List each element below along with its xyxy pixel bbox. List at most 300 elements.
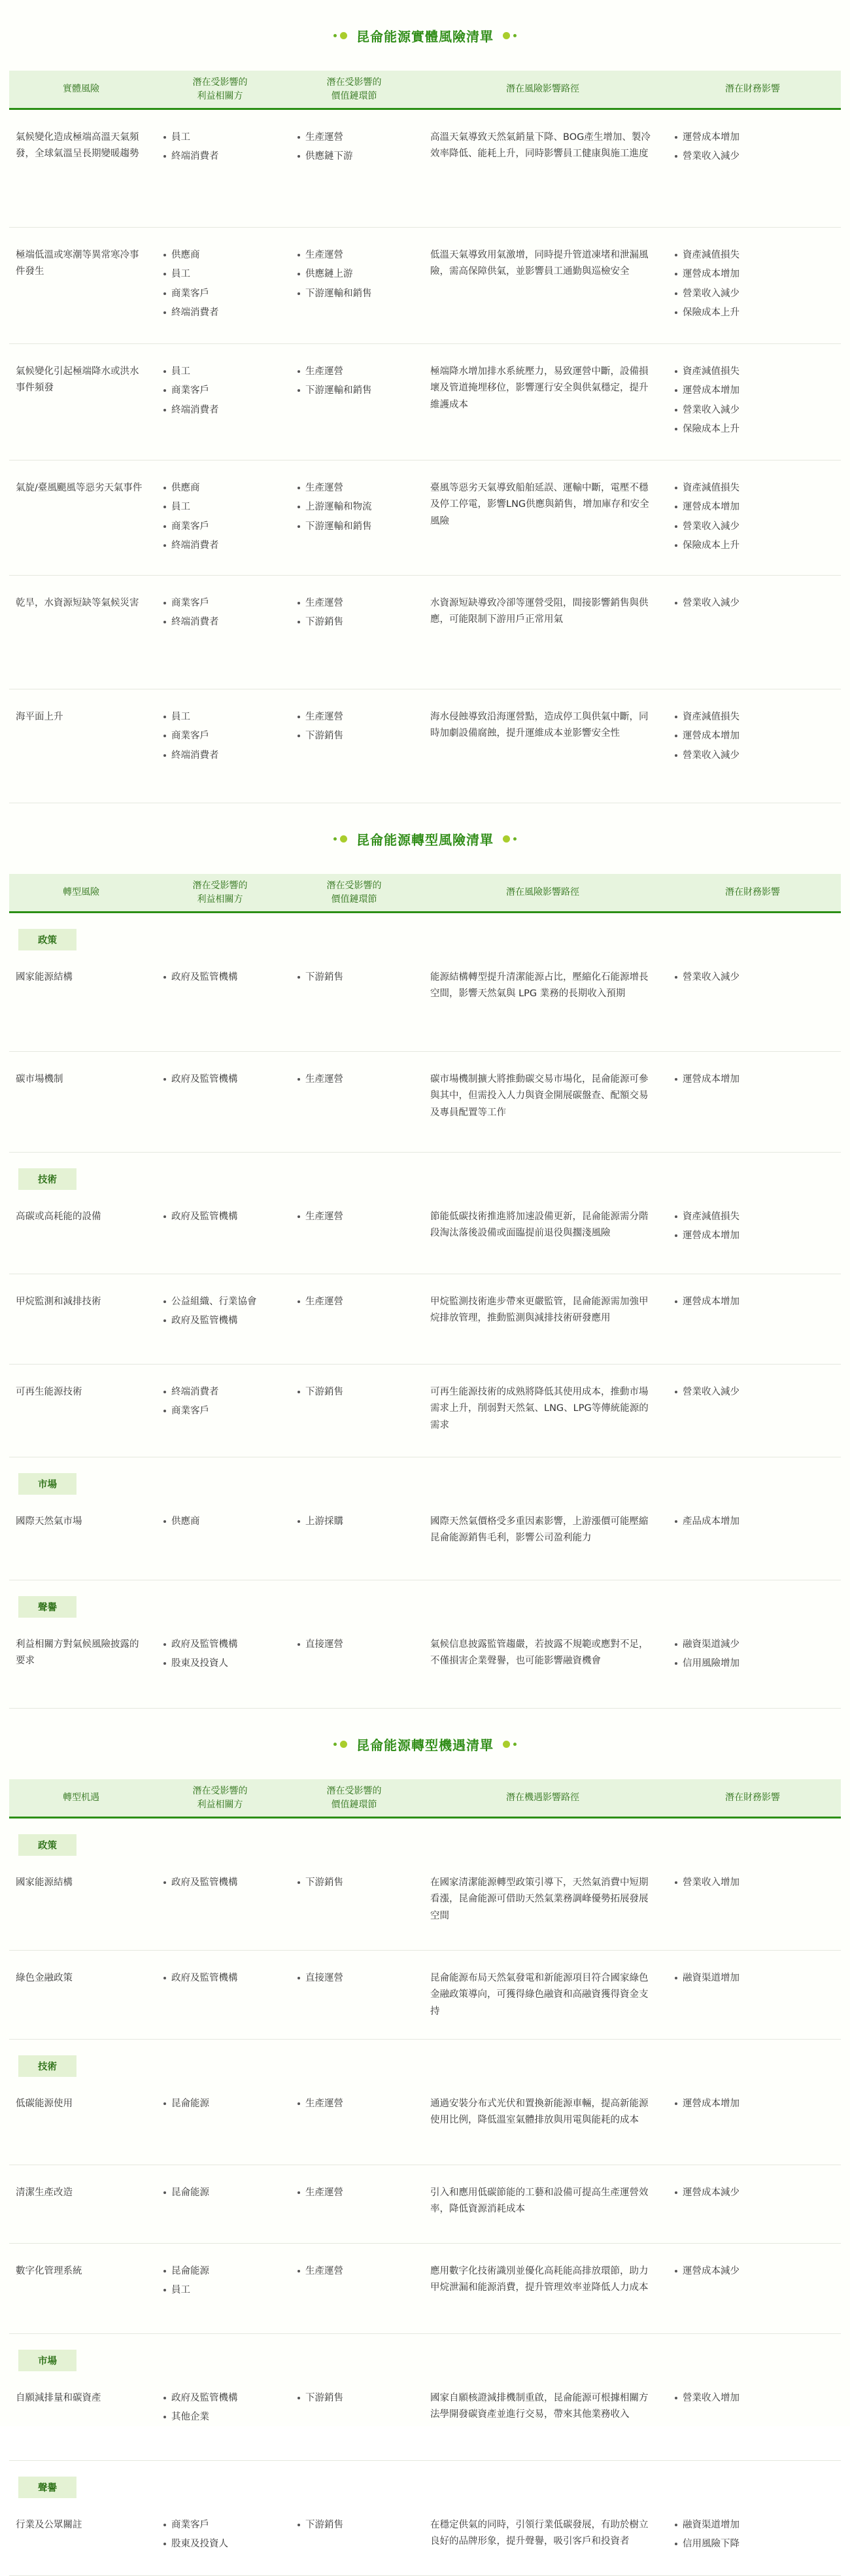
title-decoration-right xyxy=(503,1741,517,1748)
stakeholders xyxy=(153,1637,287,1708)
table-row xyxy=(9,344,841,461)
list-item: 下游運輸和銷售 xyxy=(296,519,412,535)
table-row xyxy=(9,110,841,228)
list-item: 商業客戶 xyxy=(162,595,278,612)
value-chain xyxy=(287,2263,421,2333)
financial-impact xyxy=(664,969,841,1051)
list-item: 員工 xyxy=(162,499,278,515)
financial-impact xyxy=(664,1209,841,1274)
value-chain-list xyxy=(296,1637,412,1653)
list-item: 資產減值損失 xyxy=(673,247,832,264)
value-chain-list xyxy=(296,1875,412,1891)
list-item: 下游銷售 xyxy=(296,2390,412,2407)
value-chain-list xyxy=(296,969,412,986)
list-item: 股東及投資人 xyxy=(162,1656,278,1672)
list-item: 下游銷售 xyxy=(296,728,412,744)
list-item: 員工 xyxy=(162,130,278,146)
list-item: 公益組織、行業協會 xyxy=(162,1294,278,1310)
risk-name: 氣旋/臺風颶風等惡劣天氣事件 xyxy=(16,483,143,493)
title-decoration-left xyxy=(333,32,347,39)
section-2 xyxy=(9,803,841,1709)
stakeholders-list xyxy=(162,969,278,986)
list-item: 運營成本減少 xyxy=(673,2263,832,2280)
value-chain-list xyxy=(296,1071,412,1088)
financial-impact-list xyxy=(673,2096,832,2112)
stakeholders-list xyxy=(162,2390,278,2426)
header-cell-4: 潛在風險影響路徑 xyxy=(506,887,579,898)
value-chain xyxy=(287,1970,421,2039)
value-chain-list xyxy=(296,2390,412,2407)
list-item: 生產運營 xyxy=(296,247,412,264)
value-chain-list xyxy=(296,2096,412,2112)
list-item: 員工 xyxy=(162,2282,278,2299)
financial-impact-list xyxy=(673,364,832,438)
list-item: 政府及監管機構 xyxy=(162,2390,278,2407)
value-chain-list xyxy=(296,130,412,165)
list-item: 運營成本增加 xyxy=(673,266,832,283)
list-item: 生產運營 xyxy=(296,1071,412,1088)
list-item: 終端消費者 xyxy=(162,614,278,631)
stakeholders xyxy=(153,364,287,460)
list-item: 生產運營 xyxy=(296,2185,412,2201)
financial-impact xyxy=(664,1071,841,1152)
category-label: 市場 xyxy=(18,2350,76,2371)
list-item: 供應商 xyxy=(162,1514,278,1530)
list-item: 政府及監管機構 xyxy=(162,1313,278,1329)
impact-path: 國家自願核證減排機制重啟，昆侖能源可根據相關方法學開發碳資產並進行交易，帶來其他業務收入 xyxy=(430,2393,649,2420)
list-item: 融資渠道減少 xyxy=(673,1637,832,1653)
value-chain-list xyxy=(296,2185,412,2201)
stakeholders-list xyxy=(162,364,278,419)
value-chain xyxy=(287,709,421,803)
value-chain-list xyxy=(296,595,412,631)
risk-name: 清潔生產改造 xyxy=(16,2187,73,2198)
list-item: 下游運輸和銷售 xyxy=(296,286,412,302)
stakeholders-list xyxy=(162,130,278,165)
title-decoration-right xyxy=(503,32,517,39)
stakeholders xyxy=(153,1209,287,1274)
value-chain-list xyxy=(296,247,412,302)
table-header xyxy=(9,1779,841,1819)
list-item: 政府及監管機構 xyxy=(162,1209,278,1225)
risk-name: 氣候變化引起極端降水或洪水事件頻發 xyxy=(16,366,139,394)
category-label: 聲譽 xyxy=(18,1596,76,1618)
table-row xyxy=(9,2165,841,2244)
risk-name: 可再生能源技術 xyxy=(16,1387,82,1397)
value-chain xyxy=(287,2517,421,2575)
impact-path: 低溫天氣導致用氣激增，同時提升管道凍堵和泄漏風險，需高保障供氣，並影響員工通勤與巡檢安全 xyxy=(430,250,649,277)
stakeholders xyxy=(153,1514,287,1580)
financial-impact xyxy=(664,480,841,575)
impact-path: 極端降水增加排水系統壓力，易致運營中斷，設備損壞及管道掩埋移位，影響運行安全與供氣穩定，提升維護成本 xyxy=(430,366,649,410)
stakeholders-list xyxy=(162,1637,278,1673)
stakeholders xyxy=(153,1071,287,1152)
table-row xyxy=(9,1365,841,1457)
list-item: 員工 xyxy=(162,709,278,725)
list-item: 昆侖能源 xyxy=(162,2185,278,2201)
value-chain xyxy=(287,2390,421,2460)
header-cell-2: 潛在受影響的 利益相關方 xyxy=(192,1786,248,1810)
stakeholders-list xyxy=(162,595,278,631)
list-item: 運營成本減少 xyxy=(673,2185,832,2201)
stakeholders-list xyxy=(162,2517,278,2553)
impact-path: 在國家清潔能源轉型政策引導下，天然氣消費中短期看漲，昆侖能源可借助天然氣業務調峰優勢拓展發展空間 xyxy=(430,1877,649,1921)
financial-impact-list xyxy=(673,1294,832,1310)
category-label: 技術 xyxy=(18,1168,76,1190)
value-chain xyxy=(287,2096,421,2165)
value-chain xyxy=(287,1637,421,1708)
category-row xyxy=(9,1457,841,1494)
list-item: 商業客戶 xyxy=(162,1403,278,1419)
list-item: 生產運營 xyxy=(296,595,412,612)
risk-name: 碳市場機制 xyxy=(16,1074,63,1085)
list-item: 下游銷售 xyxy=(296,614,412,631)
list-item: 營業收入增加 xyxy=(673,2390,832,2407)
financial-impact xyxy=(664,2263,841,2333)
list-item: 政府及監管機構 xyxy=(162,969,278,986)
stakeholders-list xyxy=(162,247,278,322)
table-row xyxy=(9,1052,841,1153)
risk-name: 國際天然氣市場 xyxy=(16,1516,82,1527)
table-row xyxy=(9,2076,841,2165)
list-item: 供應商 xyxy=(162,480,278,496)
risk-name: 氣候變化造成極端高溫天氣頻發，全球氣溫呈長期變暖趨勢 xyxy=(16,132,139,160)
stakeholders-list xyxy=(162,1209,278,1225)
value-chain xyxy=(287,1294,421,1364)
stakeholders xyxy=(153,2517,287,2575)
value-chain-list xyxy=(296,364,412,400)
list-item: 下游銷售 xyxy=(296,1384,412,1401)
stakeholders xyxy=(153,2263,287,2333)
financial-impact-list xyxy=(673,595,832,612)
list-item: 保險成本上升 xyxy=(673,421,832,438)
impact-path: 能源結構轉型提升清潔能源占比，壓縮化石能源增長空間，影響天然氣與 LPG 業務的長期收入預期 xyxy=(430,972,649,1000)
table-row xyxy=(9,950,841,1052)
list-item: 供應商 xyxy=(162,247,278,264)
section-title-bar xyxy=(9,803,841,874)
list-item: 下游銷售 xyxy=(296,2517,412,2533)
list-item: 終端消費者 xyxy=(162,538,278,554)
table-row xyxy=(9,461,841,576)
list-item: 保險成本上升 xyxy=(673,305,832,321)
value-chain-list xyxy=(296,1209,412,1225)
category-row xyxy=(9,2334,841,2371)
financial-impact-list xyxy=(673,130,832,165)
impact-path: 國際天然氣價格受多重因素影響，上游漲價可能壓縮昆侖能源銷售毛利，影響公司盈利能力 xyxy=(430,1516,649,1544)
list-item: 員工 xyxy=(162,266,278,283)
header-cell-4: 潛在機遇影響路徑 xyxy=(506,1792,579,1803)
financial-impact xyxy=(664,247,841,343)
table-row xyxy=(9,1617,841,1709)
financial-impact-list xyxy=(673,247,832,322)
table-header xyxy=(9,874,841,913)
financial-impact xyxy=(664,1875,841,1950)
list-item: 商業客戶 xyxy=(162,383,278,399)
risk-name: 高碳或高耗能的設備 xyxy=(16,1211,101,1222)
header-cell-2: 潛在受影響的 利益相關方 xyxy=(192,880,248,905)
financial-impact xyxy=(664,364,841,460)
financial-impact-list xyxy=(673,2185,832,2201)
list-item: 產品成本增加 xyxy=(673,1514,832,1530)
list-item: 生產運營 xyxy=(296,130,412,146)
list-item: 運營成本增加 xyxy=(673,383,832,399)
stakeholders-list xyxy=(162,1970,278,1987)
list-item: 商業客戶 xyxy=(162,728,278,744)
list-item: 政府及監管機構 xyxy=(162,1637,278,1653)
list-item: 供應鏈上游 xyxy=(296,266,412,283)
financial-impact xyxy=(664,2185,841,2243)
impact-path: 應用數字化技術識別並優化高耗能高排放環節，助力甲烷泄漏和能源消費，提升管理效率並降低人力成本 xyxy=(430,2266,649,2293)
value-chain-list xyxy=(296,709,412,745)
stakeholders-list xyxy=(162,2096,278,2112)
stakeholders xyxy=(153,2096,287,2165)
list-item: 生產運營 xyxy=(296,1209,412,1225)
list-item: 營業收入減少 xyxy=(673,519,832,535)
stakeholders xyxy=(153,595,287,689)
list-item: 運營成本增加 xyxy=(673,1294,832,1310)
list-item: 保險成本上升 xyxy=(673,538,832,554)
risk-name: 低碳能源使用 xyxy=(16,2098,73,2109)
list-item: 生產運營 xyxy=(296,480,412,496)
list-item: 資產減值損失 xyxy=(673,1209,832,1225)
value-chain-list xyxy=(296,1294,412,1310)
header-cell-1: 轉型机遇 xyxy=(63,1792,99,1803)
list-item: 員工 xyxy=(162,364,278,380)
list-item: 營業收入減少 xyxy=(673,286,832,302)
list-item: 運營成本增加 xyxy=(673,499,832,515)
value-chain-list xyxy=(296,480,412,535)
list-item: 資產減值損失 xyxy=(673,364,832,380)
list-item: 股東及投資人 xyxy=(162,2536,278,2552)
financial-impact xyxy=(664,2096,841,2165)
list-item: 營業收入減少 xyxy=(673,595,832,612)
financial-impact-list xyxy=(673,2390,832,2407)
stakeholders-list xyxy=(162,1071,278,1088)
list-item: 運營成本增加 xyxy=(673,728,832,744)
value-chain xyxy=(287,1384,421,1457)
list-item: 融資渠道增加 xyxy=(673,2517,832,2533)
risk-name: 國家能源結構 xyxy=(16,1877,73,1888)
title-decoration-right xyxy=(503,835,517,843)
impact-path: 臺風等惡劣天氣導致船舶延誤、運輸中斷，電壓不穩及停工停電，影響LNG供應與銷售，增加庫存和安全風險 xyxy=(430,483,649,527)
value-chain-list xyxy=(296,1970,412,1987)
section-3 xyxy=(9,1709,841,2576)
header-cell-3: 潛在受影響的 價值鏈環節 xyxy=(326,880,382,905)
table-row xyxy=(9,2371,841,2461)
financial-impact-list xyxy=(673,2517,832,2553)
impact-path: 通過安裝分布式光伏和置換新能源車輛，提高新能源使用比例，降低溫室氣體排放與用電與能耗的成本 xyxy=(430,2098,649,2126)
table-row xyxy=(9,576,841,689)
value-chain xyxy=(287,1514,421,1580)
list-item: 生產運營 xyxy=(296,1294,412,1310)
category-label: 聲譽 xyxy=(18,2477,76,2498)
section-title-bar xyxy=(9,1709,841,1779)
impact-path: 節能低碳技術推進將加速設備更新，昆侖能源需分階段淘汰落後設備或面臨提前退役與擱淺風險 xyxy=(430,1211,649,1239)
value-chain xyxy=(287,130,421,227)
impact-path: 可再生能源技術的成熟將降低其使用成本，推動市場需求上升，削弱對天然氣、LNG、LPG等傳統能源的需求 xyxy=(430,1387,649,1431)
stakeholders xyxy=(153,2185,287,2243)
risk-name: 行業及公眾關註 xyxy=(16,2520,82,2530)
list-item: 昆侖能源 xyxy=(162,2263,278,2280)
list-item: 昆侖能源 xyxy=(162,2096,278,2112)
list-item: 營業收入減少 xyxy=(673,402,832,419)
stakeholders xyxy=(153,1875,287,1950)
header-cell-5: 潛在財務影響 xyxy=(725,1792,780,1803)
value-chain xyxy=(287,1209,421,1274)
impact-path: 碳市場機制擴大將推動碳交易市場化，昆侖能源可參與其中，但需投入人力與資金開展碳盤查、配額交易及專員配置等工作 xyxy=(430,1074,649,1118)
list-item: 生產運營 xyxy=(296,2096,412,2112)
list-item: 融資渠道增加 xyxy=(673,1970,832,1987)
impact-path: 引入和應用低碳節能的工藝和設備可提高生產運營效率，降低資源消耗成本 xyxy=(430,2187,649,2215)
financial-impact-list xyxy=(673,1071,832,1088)
list-item: 信用風險下降 xyxy=(673,2536,832,2552)
list-item: 終端消費者 xyxy=(162,1384,278,1401)
list-item: 政府及監管機構 xyxy=(162,1875,278,1891)
financial-impact-list xyxy=(673,1875,832,1891)
list-item: 直接運營 xyxy=(296,1637,412,1653)
stakeholders xyxy=(153,247,287,343)
stakeholders-list xyxy=(162,1294,278,1330)
category-row xyxy=(9,1153,841,1189)
table-header xyxy=(9,71,841,110)
list-item: 政府及監管機構 xyxy=(162,1071,278,1088)
value-chain xyxy=(287,364,421,460)
category-label: 政策 xyxy=(18,929,76,950)
value-chain xyxy=(287,2185,421,2243)
list-item: 運營成本增加 xyxy=(673,130,832,146)
list-item: 直接運營 xyxy=(296,1970,412,1987)
stakeholders-list xyxy=(162,480,278,555)
stakeholders xyxy=(153,1970,287,2039)
section-title: 昆侖能源實體風險清單 xyxy=(356,28,494,44)
section-title: 昆侖能源轉型風險清單 xyxy=(356,831,494,848)
value-chain xyxy=(287,247,421,343)
impact-path: 氣候信息披露監管趨嚴，若披露不規範或應對不足，不僅損害企業聲譽，也可能影響融資機會 xyxy=(430,1639,649,1667)
financial-impact xyxy=(664,1637,841,1708)
financial-impact xyxy=(664,2517,841,2575)
stakeholders-list xyxy=(162,1875,278,1891)
section-1 xyxy=(9,0,841,803)
list-item: 商業客戶 xyxy=(162,286,278,302)
section-title: 昆侖能源轉型機遇清單 xyxy=(356,1737,494,1753)
financial-impact-list xyxy=(673,2263,832,2280)
table-row xyxy=(9,2498,841,2576)
financial-impact xyxy=(664,595,841,689)
financial-impact xyxy=(664,709,841,803)
risk-name: 自願減排量和碳資產 xyxy=(16,2393,101,2403)
financial-impact xyxy=(664,2390,841,2460)
category-row xyxy=(9,1819,841,1855)
list-item: 資產減值損失 xyxy=(673,709,832,725)
financial-impact-list xyxy=(673,1209,832,1245)
stakeholders xyxy=(153,969,287,1051)
list-item: 下游銷售 xyxy=(296,1875,412,1891)
financial-impact xyxy=(664,1970,841,2039)
value-chain-list xyxy=(296,2517,412,2533)
header-cell-1: 實體風險 xyxy=(63,84,99,95)
financial-impact-list xyxy=(673,1637,832,1673)
list-item: 生產運營 xyxy=(296,2263,412,2280)
list-item: 信用風險增加 xyxy=(673,1656,832,1672)
header-cell-3: 潛在受影響的 價值鏈環節 xyxy=(326,77,382,101)
title-decoration-left xyxy=(333,1741,347,1748)
category-label: 政策 xyxy=(18,1834,76,1856)
risk-name: 極端低溫或寒潮等異常寒冷事件發生 xyxy=(16,250,139,277)
stakeholders xyxy=(153,130,287,227)
list-item: 營業收入減少 xyxy=(673,748,832,764)
table-row xyxy=(9,1494,841,1580)
list-item: 上游運輸和物流 xyxy=(296,499,412,515)
impact-path: 在穩定供氣的同時，引領行業低碳發展，有助於樹立良好的品牌形象，提升聲譽，吸引客戶和投資者 xyxy=(430,2520,649,2547)
list-item: 運營成本增加 xyxy=(673,2096,832,2112)
list-item: 下游銷售 xyxy=(296,969,412,986)
value-chain xyxy=(287,480,421,575)
list-item: 營業收入減少 xyxy=(673,148,832,165)
financial-impact-list xyxy=(673,1970,832,1987)
risk-name: 乾旱，水資源短缺等氣候災害 xyxy=(16,598,139,608)
impact-path: 水資源短缺導致冷卻等運營受阻，間接影響銷售與供應，可能限制下游用戶正常用氣 xyxy=(430,598,649,625)
financial-impact xyxy=(664,1514,841,1580)
header-cell-5: 潛在財務影響 xyxy=(725,887,780,898)
list-item: 運營成本增加 xyxy=(673,1071,832,1088)
financial-impact xyxy=(664,1384,841,1457)
risk-name: 甲烷監測和減排技術 xyxy=(16,1297,101,1307)
list-item: 供應鏈下游 xyxy=(296,148,412,165)
list-item: 終端消費者 xyxy=(162,748,278,764)
impact-path: 海水侵蝕導致沿海運營點，造成停工與供氣中斷，同時加劇設備腐蝕，提升運維成本並影響安全性 xyxy=(430,712,649,739)
header-cell-5: 潛在財務影響 xyxy=(725,84,780,95)
list-item: 其他企業 xyxy=(162,2409,278,2426)
list-item: 終端消費者 xyxy=(162,305,278,321)
financial-impact-list xyxy=(673,969,832,986)
list-item: 生產運營 xyxy=(296,364,412,380)
value-chain xyxy=(287,595,421,689)
list-item: 政府及監管機構 xyxy=(162,1970,278,1987)
header-cell-3: 潛在受影響的 價值鏈環節 xyxy=(326,1786,382,1810)
stakeholders xyxy=(153,1294,287,1364)
risk-name: 利益相關方對氣候風險披露的要求 xyxy=(16,1639,139,1667)
financial-impact-list xyxy=(673,1514,832,1530)
risk-name: 海平面上升 xyxy=(16,712,63,722)
list-item: 資產減值損失 xyxy=(673,480,832,496)
list-item: 商業客戶 xyxy=(162,519,278,535)
list-item: 終端消費者 xyxy=(162,402,278,419)
header-cell-2: 潛在受影響的 利益相關方 xyxy=(192,77,248,101)
list-item: 運營成本增加 xyxy=(673,1228,832,1244)
list-item: 下游運輸和銷售 xyxy=(296,383,412,399)
section-title-bar xyxy=(9,0,841,71)
impact-path: 甲烷監測技術進步帶來更嚴監管，昆侖能源需加強甲烷排放管理，推動監測與減排技術研發應用 xyxy=(430,1297,649,1324)
table-row xyxy=(9,1274,841,1365)
category-row xyxy=(9,2040,841,2076)
value-chain xyxy=(287,1875,421,1950)
financial-impact-list xyxy=(673,1384,832,1401)
stakeholders-list xyxy=(162,709,278,764)
financial-impact xyxy=(664,130,841,227)
impact-path: 高溫天氣導致天然氣銷量下降、BOG產生增加、製冷效率降低、能耗上升，同時影響員工健康與施工進度 xyxy=(430,132,651,160)
list-item: 上游採購 xyxy=(296,1514,412,1530)
table-row xyxy=(9,2244,841,2334)
list-item: 商業客戶 xyxy=(162,2517,278,2533)
table-row xyxy=(9,1189,841,1274)
value-chain xyxy=(287,969,421,1051)
list-item: 終端消費者 xyxy=(162,148,278,165)
impact-path: 昆侖能源布局天然氣發電和新能源項目符合國家綠色金融政策導向，可獲得綠色融資和高融資獲得資金支持 xyxy=(430,1973,649,2017)
list-item: 營業收入減少 xyxy=(673,1384,832,1401)
category-label: 市場 xyxy=(18,1473,76,1495)
category-row xyxy=(9,2461,841,2498)
table-row xyxy=(9,689,841,803)
